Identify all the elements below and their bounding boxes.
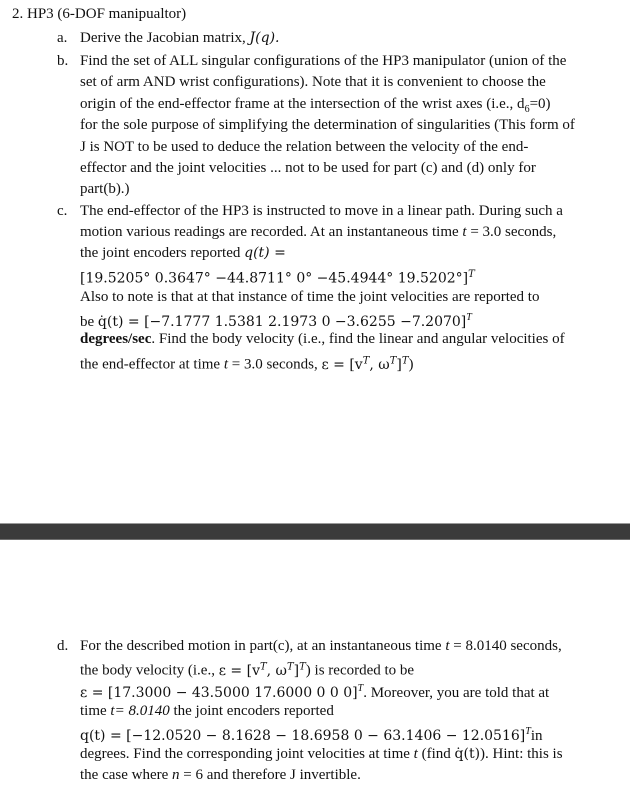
part-b-line-2: set of arm AND wrist configurations). Note that it is convenient to choose the (80, 74, 546, 90)
question-title: HP3 (6-DOF manipualtor) (27, 6, 187, 22)
question-number: 2. (12, 6, 24, 22)
part-b-line-4: for the sole purpose of simplifying the determination of singularities (This form of (80, 117, 575, 133)
part-d-line-6: degrees. Find the corresponding joint velocities at time t (find q̇(t)). Hint: this is (80, 746, 563, 762)
part-c-line-8: the end-effector at time t = 3.0 seconds, $\varepsilon = [v^T$, $\omega^T]^T$) (80, 355, 414, 373)
part-b-line-3: origin of the end-effector frame at the intersection of the wrist axes (i.e., $d_6=0$) (80, 96, 551, 115)
part-d-line-7: the case where n = 6 and therefore J invertible. (80, 767, 361, 783)
part-d-line-3: ε = [17.3000 − 43.5000 17.6000 0 0 0]$^T$. Moreover, you are told that at (80, 683, 550, 701)
joint-position-math: q(t) = (244, 245, 286, 261)
part-c-line-7: degrees/sec. Find the body velocity (i.e., find the linear and angular velocities of (80, 331, 565, 347)
part-c-line-3: the joint encoders reported q(t) = (80, 245, 286, 261)
part-d-label: d. (57, 638, 69, 654)
part-c-line-1: The end-effector of the HP3 is instructed to move in a linear path. During such a (80, 203, 563, 219)
part-c-line-6: be q̇(t) = [−7.1777 1.5381 2.1973 0 −3.6255 −7.2070]$^T$ (80, 312, 472, 330)
question-heading (12, 4, 186, 24)
part-d-line-1: For the described motion in part(c), at an instantaneous time t = 8.0140 seconds, (80, 638, 562, 654)
part-b-line-5: J is NOT to be used to deduce the relation between the velocity of the end- (80, 139, 529, 155)
part-d-line-2: the body velocity (i.e., $\varepsilon = [v^T$, $\omega^T]^T$) is recorded to be (80, 661, 415, 679)
part-c-line-2: motion various readings are recorded. At an instantaneous time t = 3.0 seconds, (80, 224, 557, 240)
part-b-line-1: Find the set of ALL singular configurations of the HP3 manipulator (union of the (80, 53, 567, 69)
joint-position-vector-d: q(t) = [−12.0520 − 8.1628 − 18.6958 0 − 63.1406 − 12.0516] (80, 728, 526, 744)
page-separator-bar (0, 523, 630, 540)
body-velocity-math: $\varepsilon = [v^T$, $\omega^T]^T$ (321, 355, 409, 373)
part-c-line-5: Also to note is that at that instance of time the joint velocities are reported to (80, 289, 540, 305)
part-b-line-7: part(b).) (80, 181, 130, 197)
jacobian-math: J(q). (249, 30, 280, 46)
part-d-line-5: q(t) = [−12.0520 − 8.1628 − 18.6958 0 − 63.1406 − 12.0516]$^T$in (80, 726, 543, 744)
body-velocity-def-math: $\varepsilon = [v^T$, $\omega^T]^T$ (218, 661, 306, 679)
part-a-text: Derive the Jacobian matrix, J(q). (80, 30, 280, 46)
part-b-line-6: effector and the joint velocities ... not to be used for part (c) and (d) only for (80, 160, 536, 176)
part-b-label: b. (57, 53, 69, 69)
part-c-q-vector: [19.5205° 0.3647° −44.8711° 0° −45.4944° 19.5202°]$^T$ (80, 269, 475, 287)
body-velocity-vector: ε = [17.3000 − 43.5000 17.6000 0 0 0] (80, 685, 358, 701)
part-d-line-4: time t= 8.0140 the joint encoders reported (80, 703, 334, 719)
part-c-label: c. (57, 203, 68, 219)
joint-velocity-vector: q̇(t) = [−7.1777 1.5381 2.1973 0 −3.6255 −7.2070] (97, 314, 467, 330)
velocity-units: degrees/sec (80, 331, 152, 347)
part-a-label: a. (57, 30, 68, 46)
